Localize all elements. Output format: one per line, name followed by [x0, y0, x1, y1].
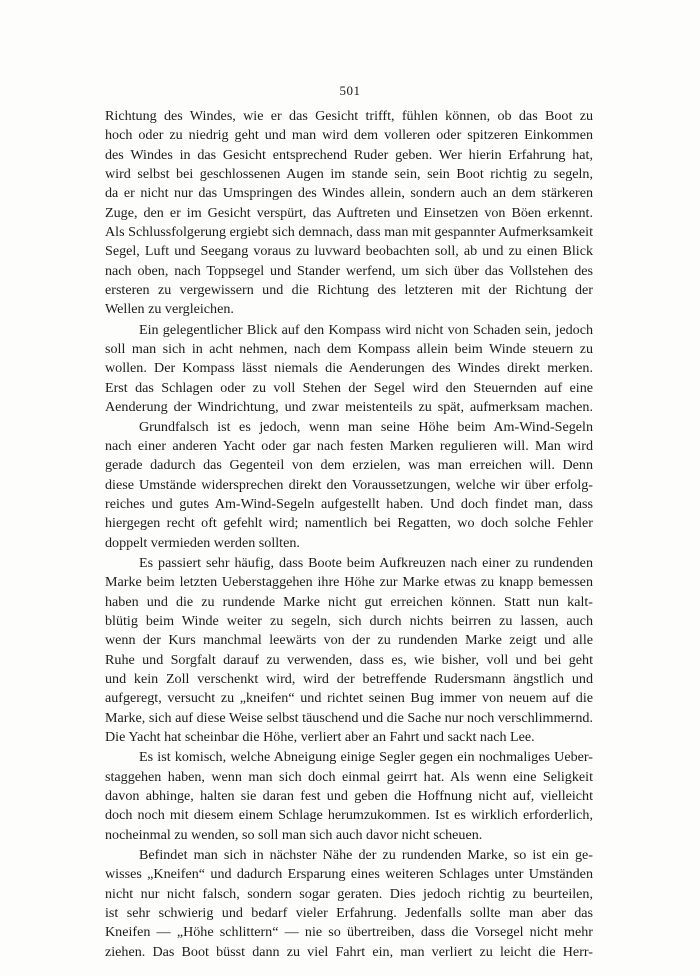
text-line: Es passiert sehr häufig, dass Boote beim Aufkreuzen nach einer zu rundenden — [139, 554, 593, 571]
text-line: doppelt vermieden werden sollten. — [105, 534, 300, 551]
text-line: hoch oder zu niedrig geht und man wird dem volleren oder spitzeren Einkommen — [105, 127, 593, 144]
text-line: Ein gelegentlicher Blick auf den Kompass wird nicht von Schaden sein, jedoch — [139, 321, 593, 338]
text-line: und kein Zoll verschenkt wird, wird der betreffende Rudersmann ängstlich und — [105, 670, 593, 687]
text-line: wisses „Kneifen“ und dadurch Ersparung eines weiteren Schlages unter Umständen — [105, 866, 593, 883]
text-line: ist sehr schwierig und bedarf vieler Erfahrung. Jedenfalls sollte man aber das — [105, 905, 593, 922]
text-line: soll man sich in acht nehmen, nach dem Kompass allein beim Winde steuern zu — [105, 341, 593, 358]
text-line: Befindet man sich in nächster Nähe der zu rundenden Marke, so ist ein ge- — [139, 847, 593, 864]
text-line: hiergegen recht oft gefehlt wird; namentlich bei Regatten, wo doch solche Fehler — [105, 515, 593, 532]
text-line: haben und die zu rundende Marke nicht gut erreichen können. Statt nun kalt- — [105, 593, 593, 610]
text-line: nach einer anderen Yacht oder gar nach festen Marken regulieren will. Man wird — [105, 437, 593, 454]
text-line: wollen. Der Kompass lässt niemals die Aenderungen des Windes direkt merken. — [105, 360, 593, 377]
text-line: Zuge, den er im Gesicht verspürt, das Auftreten und Einsetzen von Böen erkennt. — [105, 204, 593, 221]
body-text — [105, 107, 593, 962]
text-line: Aenderung der Windrichtung, und zwar meistenteils zu spät, aufmerksam machen. — [105, 399, 593, 416]
text-line: Als Schlussfolgerung ergiebt sich demnach, dass man mit gespannter Aufmerksamkeit — [105, 224, 593, 241]
text-line: wenn der Kurs manchmal leewärts von der zu rundenden Marke zeigt und alle — [105, 632, 593, 649]
text-line: nocheinmal zu wenden, so soll man sich auch davor nicht scheuen. — [105, 826, 483, 843]
text-line: nach oben, nach Toppsegel und Stander werfend, um sich über das Vollstehen des — [105, 262, 593, 279]
text-line: doch noch mit diesem einem Schlage herumzukommen. Ist es wirklich erforderlich, — [105, 807, 593, 824]
paragraph — [105, 418, 593, 553]
text-line: Es ist komisch, welche Abneigung einige Segler gegen ein nochmaliges Ueber- — [139, 749, 593, 766]
paragraph — [105, 748, 593, 845]
text-line: wird selbst bei geschlossenen Augen im stande sein, sein Boot richtig zu segeln, — [105, 166, 593, 183]
text-line: ziehen. Das Boot büsst dann zu viel Fahrt ein, man verliert zu leicht die Herr- — [105, 943, 593, 960]
paragraph — [105, 846, 593, 962]
text-line: Erst das Schlagen oder zu voll Stehen der Segel wird den Steuernden auf eine — [105, 379, 593, 396]
text-line: Segel, Luft und Seegang voraus zu luvward beobachten soll, ab und zu einen Blick — [105, 243, 593, 260]
page-number: 501 — [339, 83, 361, 98]
text-line: Marke, sich auf diese Weise selbst täuschend und die Sache nur noch verschlimmernd. — [105, 709, 593, 726]
text-line: Wellen zu vergleichen. — [105, 301, 234, 318]
text-line: da er nicht nur das Umspringen des Windes allein, sondern auch an dem stärkeren — [105, 185, 593, 202]
text-line: blütig beim Winde weiter zu segeln, sich durch nichts beirren zu lassen, auch — [105, 612, 593, 629]
text-line: diese Umstände widersprechen direkt den Voraussetzungen, welche wir über erfolg- — [105, 476, 593, 493]
text-line: staggehen haben, wenn man sich doch einmal geirrt hat. Als wenn eine Seligkeit — [105, 768, 593, 785]
paragraph — [105, 554, 593, 747]
text-line: nicht nur nicht falsch, sondern sogar geraten. Dies jedoch richtig zu beurteilen, — [105, 885, 593, 902]
text-line: davon abhinge, halten sie daran fest und geben die Hoffnung nicht auf, vielleicht — [105, 788, 593, 805]
text-line: des Windes in das Gesicht entsprechend Ruder geben. Wer hierin Erfahrung hat, — [105, 146, 593, 163]
text-line: Grundfalsch ist es jedoch, wenn man seine Höhe beim Am-Wind-Segeln — [139, 418, 593, 435]
text-line: aufgeregt, versucht zu „kneifen“ und richtet seinen Bug immer von neuem auf die — [105, 690, 593, 707]
text-line: reiches und gutes Am-Wind-Segeln aufgestellt haben. Und doch findet man, dass — [105, 495, 593, 512]
text-line: Marke beim letzten Ueberstaggehen ihre Höhe zur Marke etwas zu knapp bemessen — [105, 574, 593, 591]
text-line: ersteren zu vergewissern und die Richtung des letzteren mit der Richtung der — [105, 282, 593, 299]
text-line: Ruhe und Sorgfalt darauf zu verwenden, dass es, wie bisher, voll und bei geht — [105, 651, 593, 668]
paragraph — [105, 107, 593, 320]
paragraph — [105, 321, 593, 418]
text-line: Richtung des Windes, wie er das Gesicht trifft, fühlen können, ob das Boot zu — [105, 108, 593, 124]
text-line: Die Yacht hat scheinbar die Höhe, verliert aber an Fahrt und sackt nach Lee. — [105, 729, 535, 745]
text-line: Kneifen — „Höhe schlittern“ — nie so übertreiben, dass die Vorsegel nicht mehr — [105, 924, 593, 941]
text-line: gerade dadurch das Gegenteil von dem erzielen, was man erreichen will. Denn — [105, 457, 593, 474]
